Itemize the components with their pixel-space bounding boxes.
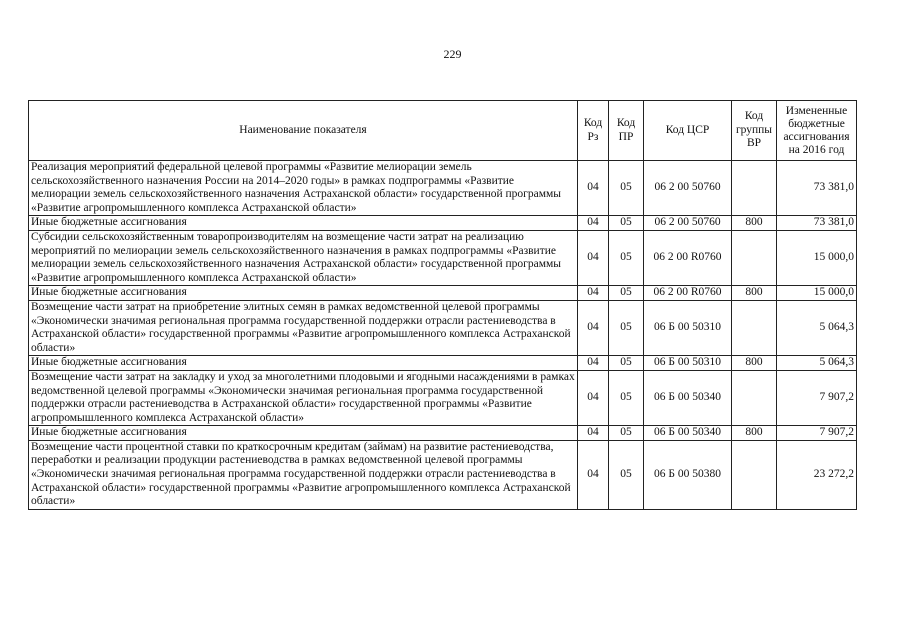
cell-csr: 06 2 00 50760	[644, 216, 732, 231]
cell-pr: 05	[609, 161, 644, 216]
table-row	[29, 426, 857, 441]
cell-csr: 06 Б 00 50340	[644, 370, 732, 425]
cell-vr: 800	[732, 216, 777, 231]
cell-name: Возмещение части затрат на закладку и уход за многолетними плодовыми и ягодными насаждениями в рамках ведомственной целевой программы «Экономически значимая региональная программа государственной поддержки отрасли растениеводства в Астраханской области» государственной программы «Развитие агропромышленного комплекса Астраханской области»	[29, 370, 578, 425]
cell-vr	[732, 440, 777, 509]
cell-csr: 06 2 00 R0760	[644, 286, 732, 301]
table-row	[29, 300, 857, 355]
cell-vr	[732, 161, 777, 216]
cell-rz: 04	[578, 216, 609, 231]
cell-pr: 05	[609, 300, 644, 355]
table-row	[29, 216, 857, 231]
header-vr: Код группы ВР	[732, 101, 777, 161]
cell-vr	[732, 230, 777, 285]
cell-csr: 06 Б 00 50310	[644, 356, 732, 371]
cell-sum: 15 000,0	[777, 230, 857, 285]
cell-vr	[732, 300, 777, 355]
table-row	[29, 356, 857, 371]
budget-table	[28, 100, 857, 510]
cell-name: Возмещение части процентной ставки по краткосрочным кредитам (займам) на развитие растениеводства, переработки и реализации продукции растениеводства в рамках ведомственной целевой программы «Экономически значимая региональная программа государственной поддержки отрасли растениеводства в Астраханской области» государственной программы «Развитие агропромышленного комплекса Астраханской области»	[29, 440, 578, 509]
cell-sum: 7 907,2	[777, 426, 857, 441]
header-name: Наименование показателя	[29, 101, 578, 161]
cell-pr: 05	[609, 230, 644, 285]
cell-name: Субсидии сельскохозяйственным товаропроизводителям на возмещение части затрат на реализацию мероприятий по мелиорации земель сельскохозяйственного назначения в рамках подпрограммы «Развитие мелиорации земель сельскохозяйственного назначения Астраханской области» государственной программы «Развитие агропромышленного комплекса Астраханской области»	[29, 230, 578, 285]
header-csr: Код ЦСР	[644, 101, 732, 161]
cell-sum: 15 000,0	[777, 286, 857, 301]
header-pr: Код ПР	[609, 101, 644, 161]
table-row	[29, 161, 857, 216]
cell-name: Реализация мероприятий федеральной целевой программы «Развитие мелиорации земель сельскохозяйственного назначения России на 2014–2020 годы» в рамках подпрограммы «Развитие мелиорации земель сельскохозяйственного назначения Астраханской области» государственной программы «Развитие агропромышленного комплекса Астраханской области»	[29, 161, 578, 216]
cell-vr: 800	[732, 286, 777, 301]
cell-csr: 06 Б 00 50340	[644, 426, 732, 441]
cell-pr: 05	[609, 426, 644, 441]
table-row	[29, 286, 857, 301]
table-row	[29, 440, 857, 509]
cell-rz: 04	[578, 161, 609, 216]
cell-name: Иные бюджетные ассигнования	[29, 426, 578, 441]
cell-name: Иные бюджетные ассигнования	[29, 356, 578, 371]
cell-csr: 06 2 00 50760	[644, 161, 732, 216]
header-sum: Измененные бюджетные ассигнования на 2016 год	[777, 101, 857, 161]
cell-name: Возмещение части затрат на приобретение элитных семян в рамках ведомственной целевой программы «Экономически значимая региональная программа государственной поддержки отрасли растениеводства в Астраханской области» государственной программы «Развитие агропромышленного комплекса Астраханской области»	[29, 300, 578, 355]
cell-sum: 73 381,0	[777, 161, 857, 216]
cell-pr: 05	[609, 356, 644, 371]
cell-name: Иные бюджетные ассигнования	[29, 286, 578, 301]
cell-name: Иные бюджетные ассигнования	[29, 216, 578, 231]
header-rz: Код Рз	[578, 101, 609, 161]
cell-pr: 05	[609, 286, 644, 301]
cell-pr: 05	[609, 440, 644, 509]
cell-rz: 04	[578, 300, 609, 355]
cell-rz: 04	[578, 286, 609, 301]
cell-rz: 04	[578, 370, 609, 425]
cell-sum: 7 907,2	[777, 370, 857, 425]
table-row	[29, 370, 857, 425]
table-header-row	[29, 101, 857, 161]
cell-sum: 5 064,3	[777, 300, 857, 355]
cell-vr: 800	[732, 356, 777, 371]
cell-vr: 800	[732, 426, 777, 441]
cell-rz: 04	[578, 230, 609, 285]
cell-rz: 04	[578, 426, 609, 441]
cell-vr	[732, 370, 777, 425]
cell-sum: 73 381,0	[777, 216, 857, 231]
cell-rz: 04	[578, 356, 609, 371]
cell-sum: 23 272,2	[777, 440, 857, 509]
page-number: 229	[443, 47, 462, 61]
cell-csr: 06 2 00 R0760	[644, 230, 732, 285]
cell-pr: 05	[609, 370, 644, 425]
cell-rz: 04	[578, 440, 609, 509]
cell-csr: 06 Б 00 50380	[644, 440, 732, 509]
table-row	[29, 230, 857, 285]
cell-csr: 06 Б 00 50310	[644, 300, 732, 355]
cell-pr: 05	[609, 216, 644, 231]
cell-sum: 5 064,3	[777, 356, 857, 371]
